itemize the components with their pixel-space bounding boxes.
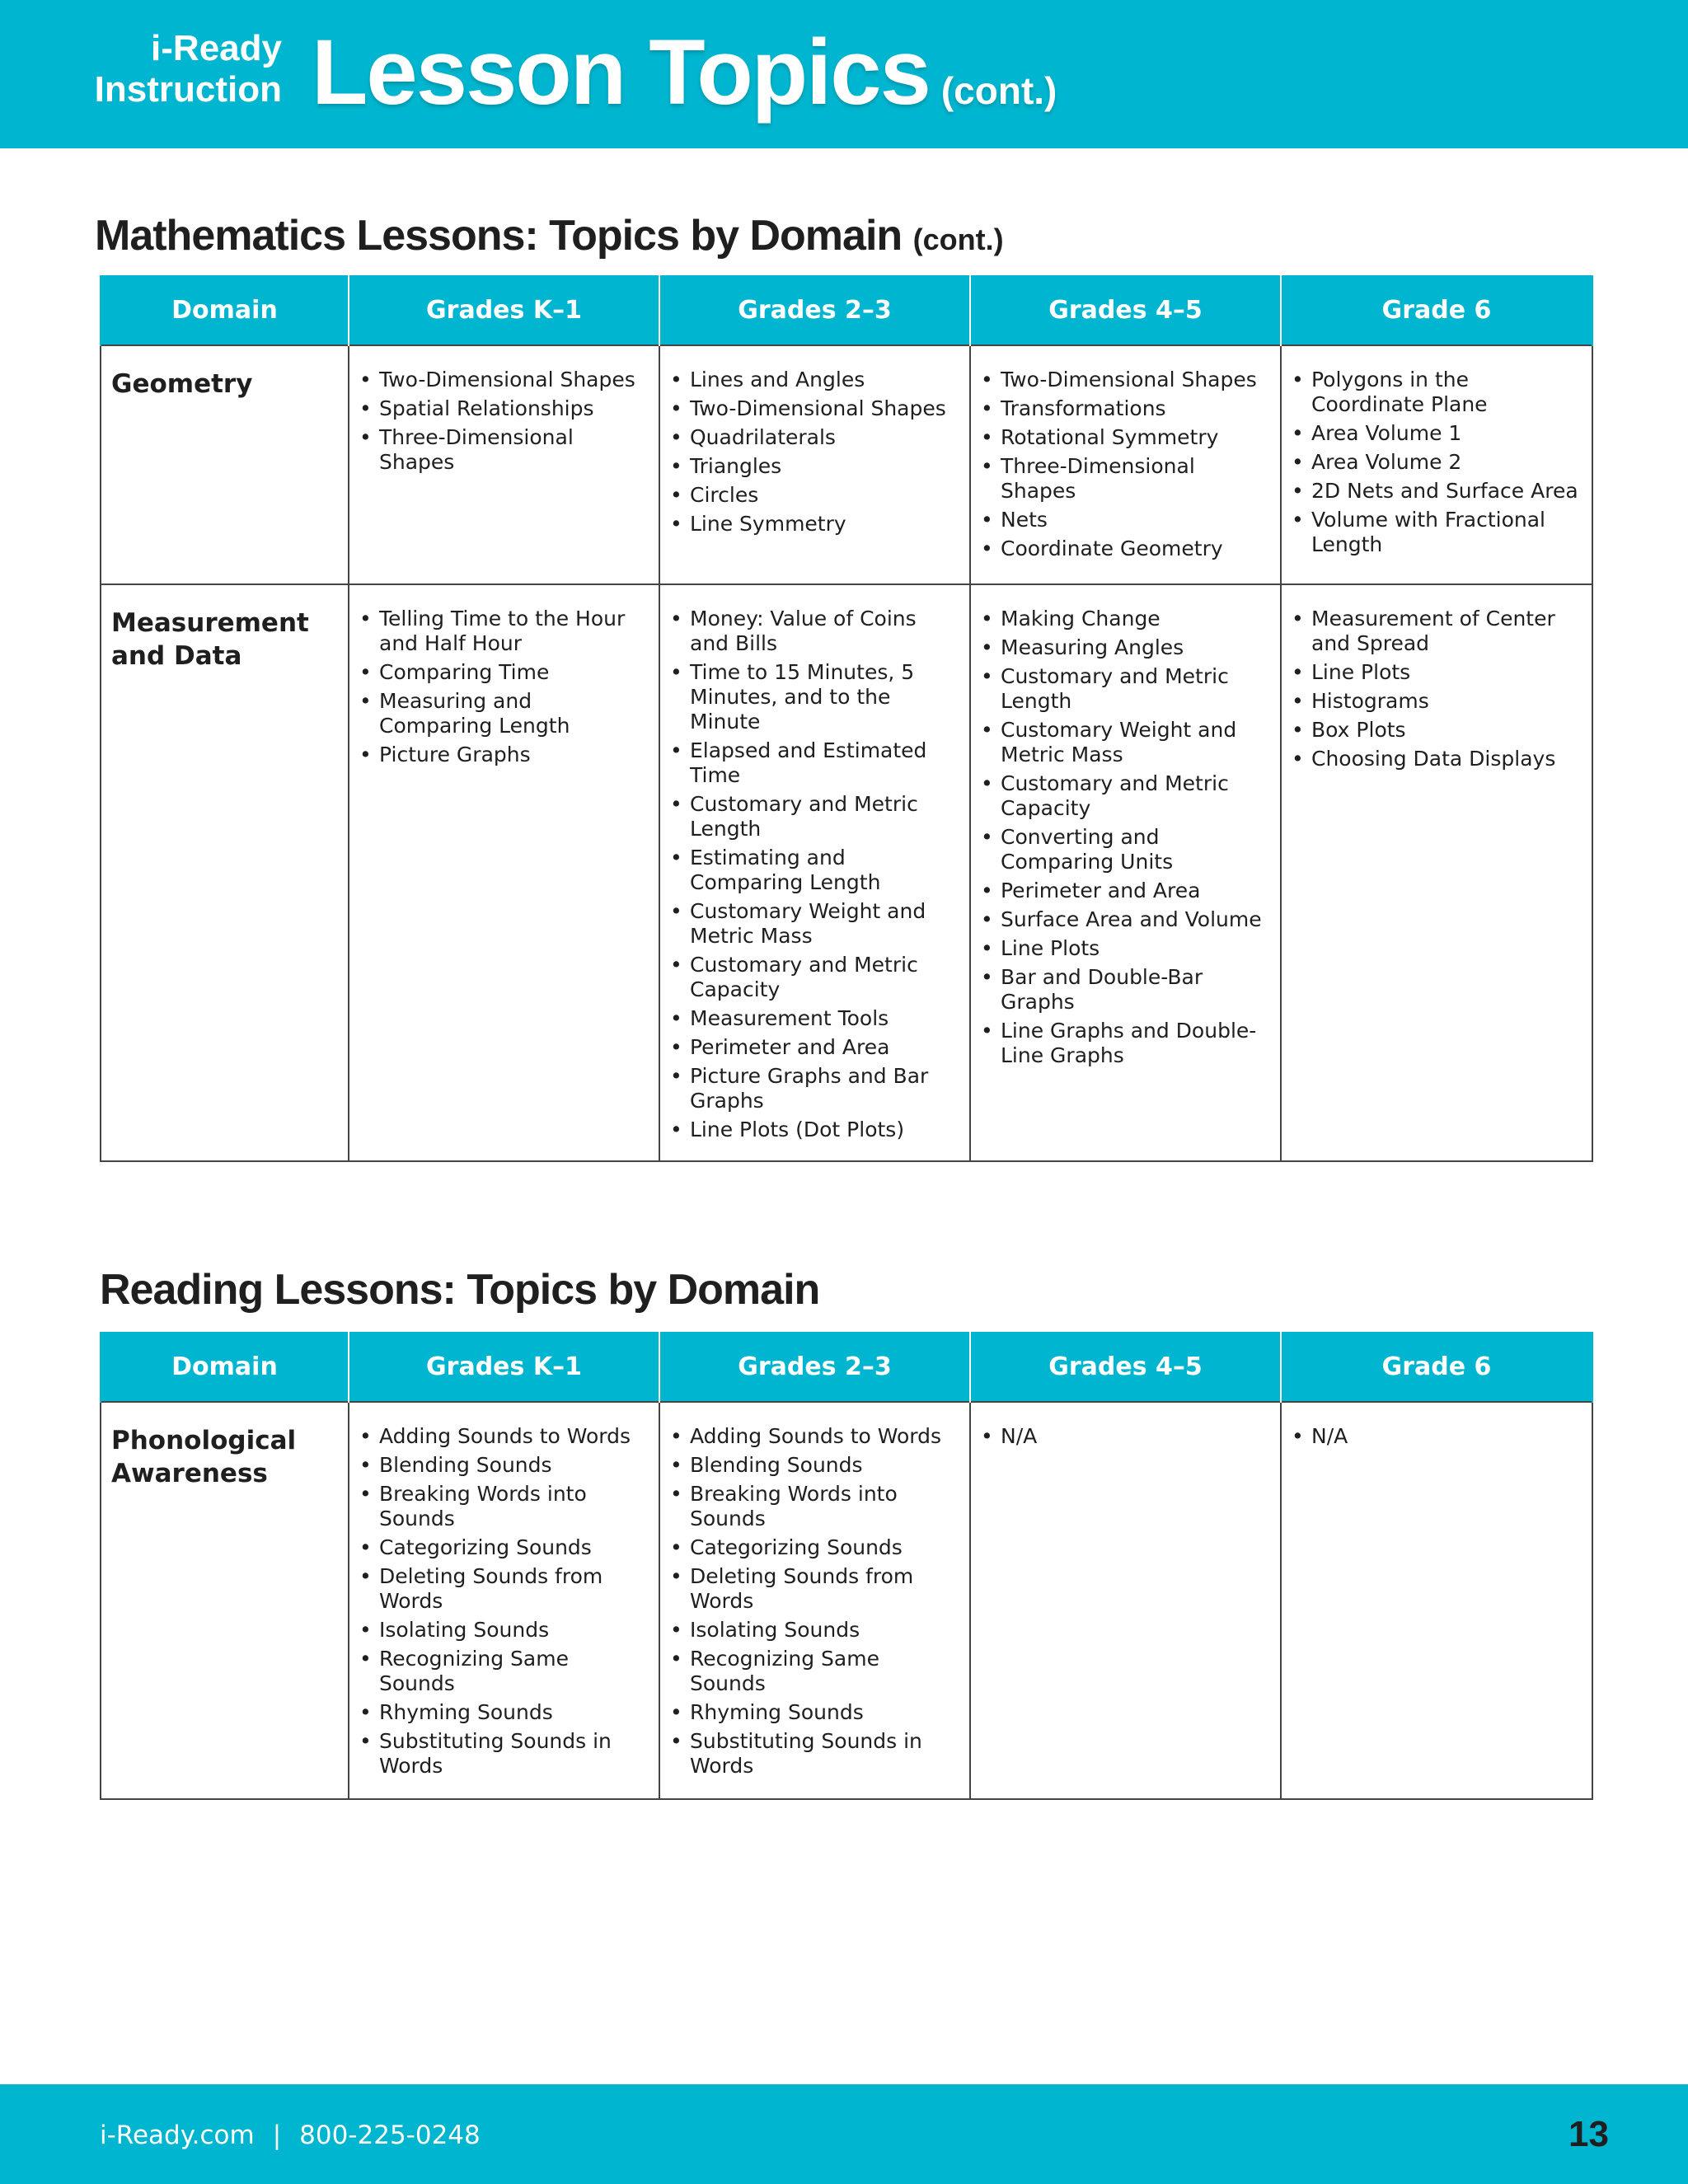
topic-list <box>670 368 961 537</box>
topic-item: • N/A <box>1292 1424 1583 1449</box>
topic-list <box>981 1424 1272 1449</box>
topic-item: • Measurement of Center and Spread <box>1292 607 1583 656</box>
topic-item: • Transformations <box>981 396 1272 421</box>
table-cell <box>1281 345 1592 584</box>
table-cell <box>970 584 1281 1161</box>
topic-list <box>670 607 961 1142</box>
footer-contact <box>100 2119 481 2152</box>
topic-item: • Line Plots <box>981 936 1272 961</box>
topic-item: • N/A <box>981 1424 1272 1449</box>
topic-item: • Bar and Double-Bar Graphs <box>981 965 1272 1015</box>
topic-item: • Money: Value of Coins and Bills <box>670 607 961 656</box>
topic-item: • Blending Sounds <box>359 1453 650 1478</box>
column-header-grades-2-3: Grades 2–3 <box>659 1332 970 1402</box>
table-cell <box>349 584 659 1161</box>
topic-list <box>670 1424 961 1779</box>
math-topics-table <box>100 275 1593 1162</box>
topic-item: • Triangles <box>670 454 961 479</box>
website-link[interactable]: i-Ready.com <box>100 2121 255 2150</box>
domain-label-measurement-and-data: Measurement and Data <box>101 584 349 1161</box>
topic-list <box>981 368 1272 561</box>
column-header-grades-4-5: Grades 4–5 <box>970 275 1281 345</box>
reading-section-title: Reading Lessons: Topics by Domain <box>100 1266 820 1314</box>
topic-item: • Customary and Metric Capacity <box>981 771 1272 821</box>
column-header-grade-6: Grade 6 <box>1281 1332 1592 1402</box>
topic-list <box>1292 1424 1583 1449</box>
topic-item: • Isolating Sounds <box>670 1618 961 1643</box>
table-cell <box>970 345 1281 584</box>
topic-item: • Time to 15 Minutes, 5 Minutes, and to the Minute <box>670 660 961 734</box>
topic-item: • Substituting Sounds in Words <box>670 1729 961 1779</box>
table-row-phonological-awareness <box>101 1402 1592 1799</box>
brand-logo <box>95 28 282 110</box>
topic-item: • Customary and Metric Capacity <box>670 953 961 1002</box>
topic-item: • Recognizing Same Sounds <box>359 1647 650 1696</box>
brand-line-2: Instruction <box>94 69 282 110</box>
page-title-suffix: (cont.) <box>940 69 1057 112</box>
table-cell <box>349 1402 659 1799</box>
page-title <box>312 15 1057 148</box>
topic-item: • Three-Dimensional Shapes <box>981 454 1272 504</box>
phone-number: 800-225-0248 <box>299 2121 481 2150</box>
column-header-grades-k-1: Grades K–1 <box>349 275 659 345</box>
topic-list <box>359 607 650 767</box>
footer-separator: | <box>272 2121 282 2150</box>
column-header-domain: Domain <box>101 1332 349 1402</box>
page-number: 13 <box>1568 2114 1609 2154</box>
column-header-domain: Domain <box>101 275 349 345</box>
topic-item: • Comparing Time <box>359 660 650 685</box>
topic-list <box>1292 368 1583 557</box>
topic-list <box>359 1424 650 1779</box>
topic-item: • Adding Sounds to Words <box>359 1424 650 1449</box>
table-cell <box>1281 1402 1592 1799</box>
topic-item: • Converting and Comparing Units <box>981 825 1272 874</box>
topic-item: • Polygons in the Coordinate Plane <box>1292 368 1583 417</box>
reading-header-row <box>101 1332 1592 1402</box>
topic-item: • Customary and Metric Length <box>981 664 1272 714</box>
topic-item: • Two-Dimensional Shapes <box>359 368 650 392</box>
table-cell <box>659 1402 970 1799</box>
topic-item: • Adding Sounds to Words <box>670 1424 961 1449</box>
topic-item: • Customary Weight and Metric Mass <box>981 718 1272 767</box>
topic-item: • Customary and Metric Length <box>670 792 961 841</box>
topic-item: • Rhyming Sounds <box>359 1700 650 1725</box>
topic-item: • Blending Sounds <box>670 1453 961 1478</box>
topic-item: • Measuring and Comparing Length <box>359 689 650 738</box>
table-cell <box>659 584 970 1161</box>
math-section-title-suffix: (cont.) <box>912 223 1004 256</box>
topic-item: • Nets <box>981 508 1272 532</box>
topic-item: • Line Symmetry <box>670 512 961 537</box>
topic-item: • Histograms <box>1292 689 1583 714</box>
topic-item: • Choosing Data Displays <box>1292 747 1583 771</box>
topic-item: • Line Plots <box>1292 660 1583 685</box>
topic-item: • Making Change <box>981 607 1272 631</box>
math-header-row <box>101 275 1592 345</box>
topic-item: • Two-Dimensional Shapes <box>670 396 961 421</box>
topic-item: • Deleting Sounds from Words <box>359 1564 650 1614</box>
table-cell <box>970 1402 1281 1799</box>
topic-item: • Perimeter and Area <box>670 1035 961 1060</box>
topic-list <box>359 368 650 475</box>
topic-list <box>1292 607 1583 771</box>
topic-item: • Categorizing Sounds <box>670 1535 961 1560</box>
topic-item: • Line Graphs and Double-Line Graphs <box>981 1019 1272 1068</box>
footer-bar <box>0 2084 1688 2184</box>
table-cell <box>1281 584 1592 1161</box>
topic-item: • Recognizing Same Sounds <box>670 1647 961 1696</box>
table-cell <box>349 345 659 584</box>
topic-item: • Telling Time to the Hour and Half Hour <box>359 607 650 656</box>
column-header-grades-k-1: Grades K–1 <box>349 1332 659 1402</box>
topic-item: • Spatial Relationships <box>359 396 650 421</box>
topic-item: • Area Volume 1 <box>1292 421 1583 446</box>
math-section-title-text: Mathematics Lessons: Topics by Domain <box>95 212 903 260</box>
topic-item: • Quadrilaterals <box>670 425 961 450</box>
topic-item: • Customary Weight and Metric Mass <box>670 899 961 949</box>
topic-item: • Isolating Sounds <box>359 1618 650 1643</box>
topic-item: • Perimeter and Area <box>981 879 1272 903</box>
topic-item: • Breaking Words into Sounds <box>670 1482 961 1531</box>
page-title-text: Lesson Topics <box>312 21 930 124</box>
table-row-geometry <box>101 345 1592 584</box>
topic-item: • Elapsed and Estimated Time <box>670 738 961 788</box>
topic-item: • Breaking Words into Sounds <box>359 1482 650 1531</box>
column-header-grades-2-3: Grades 2–3 <box>659 275 970 345</box>
topic-item: • Estimating and Comparing Length <box>670 846 961 895</box>
math-section-title <box>95 211 1004 265</box>
header-banner <box>0 0 1688 148</box>
topic-item: • Rotational Symmetry <box>981 425 1272 450</box>
topic-item: • Categorizing Sounds <box>359 1535 650 1560</box>
topic-item: • Three-Dimensional Shapes <box>359 425 650 475</box>
topic-item: • Rhyming Sounds <box>670 1700 961 1725</box>
column-header-grade-6: Grade 6 <box>1281 275 1592 345</box>
domain-label-geometry: Geometry <box>101 345 349 584</box>
topic-item: • Measurement Tools <box>670 1006 961 1031</box>
topic-item: • Measuring Angles <box>981 635 1272 660</box>
topic-item: • Circles <box>670 483 961 508</box>
topic-list <box>981 607 1272 1068</box>
topic-item: • 2D Nets and Surface Area <box>1292 479 1583 504</box>
brand-line-1: i-Ready <box>151 28 282 68</box>
reading-topics-table <box>100 1332 1593 1800</box>
topic-item: • Area Volume 2 <box>1292 450 1583 475</box>
domain-label-phonological-awareness: Phonological Awareness <box>101 1402 349 1799</box>
topic-item: • Deleting Sounds from Words <box>670 1564 961 1614</box>
topic-item: • Substituting Sounds in Words <box>359 1729 650 1779</box>
topic-item: • Picture Graphs <box>359 743 650 767</box>
topic-item: • Coordinate Geometry <box>981 537 1272 561</box>
topic-item: • Two-Dimensional Shapes <box>981 368 1272 392</box>
column-header-grades-4-5: Grades 4–5 <box>970 1332 1281 1402</box>
table-row-measurement-and-data <box>101 584 1592 1161</box>
topic-item: • Line Plots (Dot Plots) <box>670 1118 961 1142</box>
topic-item: • Lines and Angles <box>670 368 961 392</box>
table-cell <box>659 345 970 584</box>
topic-item: • Volume with Fractional Length <box>1292 508 1583 557</box>
topic-item: • Picture Graphs and Bar Graphs <box>670 1064 961 1113</box>
topic-item: • Surface Area and Volume <box>981 907 1272 932</box>
topic-item: • Box Plots <box>1292 718 1583 743</box>
